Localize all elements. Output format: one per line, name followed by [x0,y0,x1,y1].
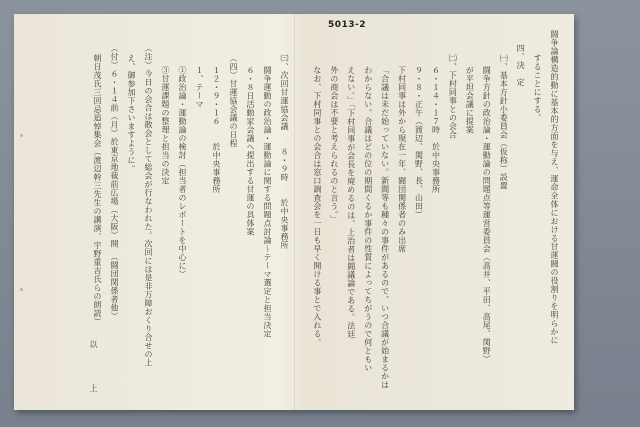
text-line: えない。」「下村同事が会長を廃めるのは、上治者は闘議論である。法廷 [346,66,356,339]
left-page [90,30,290,395]
text-line: 闘争運動の政治論・運動論に関する問題点討論〜テーマ選定と担当決定 [263,66,272,338]
text-line: 下村同事は外から現在一年、闘団関係者のみ出席 [397,66,407,253]
appendix-line: 朝日茂氏三回忌追悼集会（渡辺幹三先生の講演、宇野重吉氏らの朗読） [93,54,102,326]
binding-hole [20,134,23,137]
handwritten-reference-number: 5013-2 [328,20,367,30]
text-line: 闘争論構造的動に基本的方面を与え、運命全体における甘運闘の役割りを明らかに [550,30,559,345]
text-line: なお、下村同事との会合は窓口調査会を一日も早く開ける事とで入れる。 [312,66,322,347]
text-line: １、テーマ [195,66,204,109]
center-fold [294,14,296,410]
text-line: ９・８・正午（渡辺、関野、長、山田） [414,66,424,219]
text-line: 「合議は未だ始っていない。新聞等も種々の事件があるので、いつ合議が始まるかは [380,66,390,389]
list-item: ③甘運課題の整理と担当の決定 [161,66,170,185]
subsection-heading: ㈢、次回甘運協会議 ８・９時 於中央事務所 [280,54,289,250]
section-heading: 四、決 定 [516,44,526,87]
closing-mark: 以 上 [89,340,98,406]
note-line: え、御参加下さいますように。 [127,54,136,173]
text-line: が平坦会議に提案 [465,66,475,134]
subsection-heading: （四）甘運協会議の日程 [229,54,238,148]
subsection-heading: ㈠、基本方針小委員会（仮称）設置 [499,54,509,190]
right-page [312,30,560,395]
list-item: ①政治論・運動論の検討（担当者のレポートを中心に） [178,66,187,279]
text-line: 外の商会は不要と考えられるのと言う。」 [329,66,339,224]
note-line: （注）今日の会合は散会として総会が行なわれた。次回には是非万障おくり合せの上 [144,44,153,367]
binding-hole [20,288,23,291]
appendix-line: （付）６・１４前（月）於東京地裁前広場（大阪）開 （闘団関係者他） [110,44,119,321]
text-line: わからない。合議はどの位の期間くるか事件の性質によってちがうので何ともい [363,66,373,372]
text-line: ６・８日活動家会議へ提出する甘運の具体案 [246,66,255,236]
text-line: １２・９・１６ 於中央事務所 [212,66,221,194]
text-line: ６・１４・１７時 於中央事務所 [431,66,441,194]
subsection-heading: ㈡、下村同事との会合 [448,54,458,139]
text-line: 闘争方針の政治論・運動論の問題点等運営委員会（高井、平田、高尾、関野） [482,66,492,364]
text-line: することにする。 [533,54,543,122]
